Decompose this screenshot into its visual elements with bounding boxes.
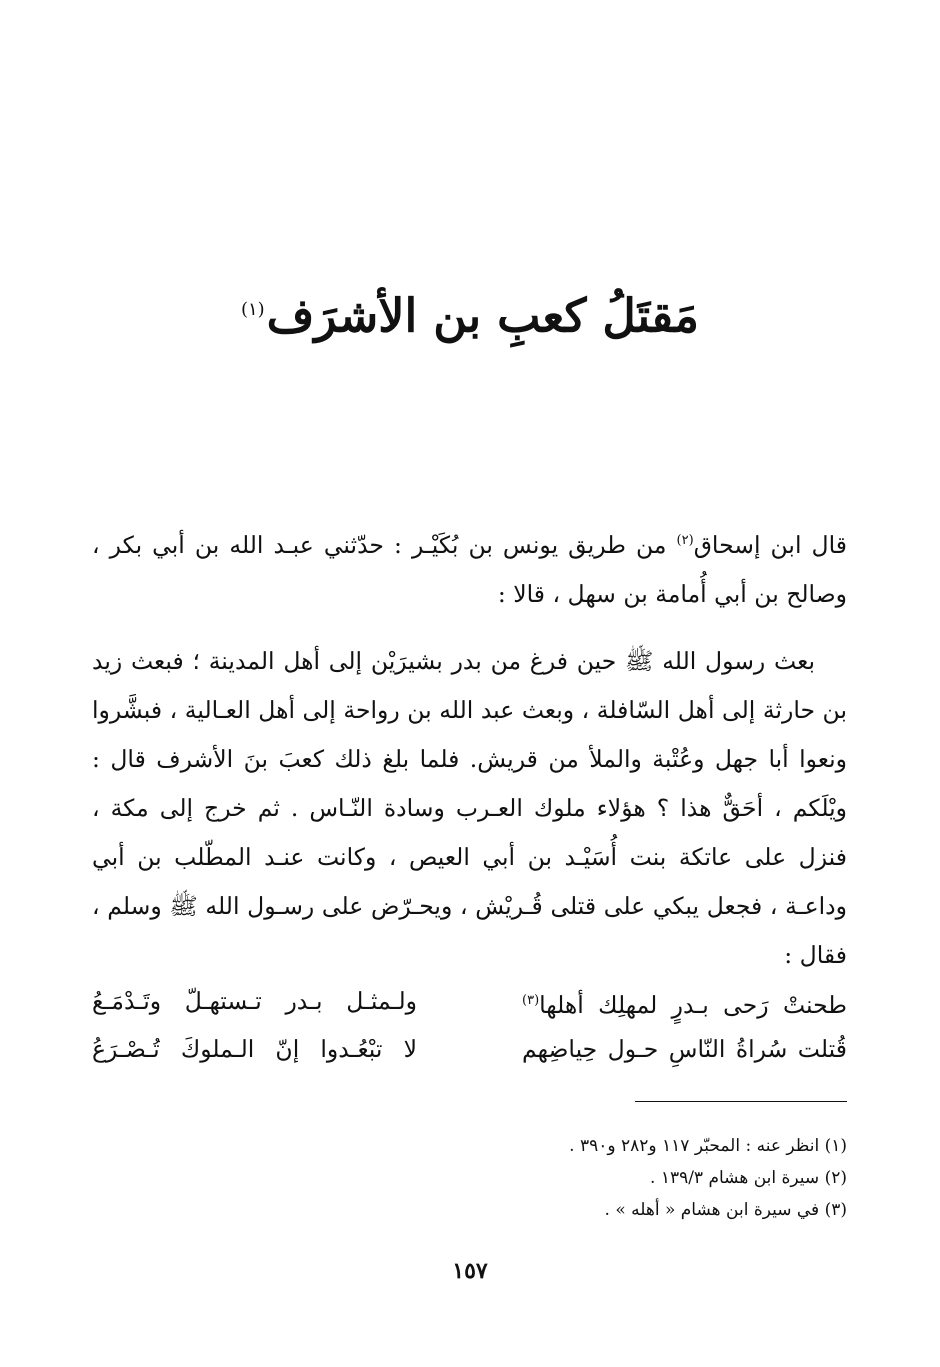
story-paragraph: بعث رسول الله ﷺ حين فرغ من بدر بشيرَيْن إلى أهل المدينة ؛ فبعث زيد بن حارثة إلى أهل السّافلة ، وبعث عبد الله بن رواحة إلى أهل العـالية ، فبشَّروا ونعوا أبا جهل وعُتْبة والملأ من قريش. فلما بلغ ذلك كعبَ بنَ الأشرف قال : ويْلَكم ، أحَقٌّ هذا ؟ هؤلاء ملوك العـرب وسادة النّـاس . ثم خرج إلى مكة ، فنزل على عاتكة بنت أُسَيْـد بن أبي العيص ، وكانت عنـد المطّلب بن أبي وداعـة ، فجعل يبكي على قتلى قُـريْش ، ويحـرّض على رسـول الله ﷺ وسلم ، فقال : <box>92 647 847 969</box>
poem-first-hemistich-text: طحنتْ رَحى بـدرٍ لمهلِك أهلها <box>539 990 847 1019</box>
intro-footnote-ref: (٢) <box>676 533 694 548</box>
poem-verse <box>92 1026 847 1072</box>
chapter-title <box>0 270 940 355</box>
poem-second-hemistich: لا تبْعُـدوا إنّ الـملوكَ تُـصْـرَعُ <box>92 1035 417 1063</box>
footnote-separator <box>635 1101 847 1102</box>
poem-first-hemistich <box>522 978 847 1028</box>
footnote-1: (١) انظر عنه : المحبّر ١١٧ و٢٨٢ و٣٩٠ . <box>569 1136 847 1156</box>
title-footnote-ref: (١) <box>240 299 265 320</box>
poem-verse <box>92 978 847 1024</box>
poem-second-hemistich: ولـمثـل بـدر تـستهـلّ وتَـدْمَـعُ <box>92 987 417 1015</box>
intro-paragraph <box>92 516 847 619</box>
chapter-title-text: مَقتَلُ كعبِ بن الأشرَف <box>266 288 700 343</box>
intro-text-rest: من طريق يونس بن بُكَيْـر : حدّثني عبـد الله بن أبي بكر ، وصالح بن أبي أُمامة بن سهل ، قالا : <box>92 530 847 608</box>
footnote-2: (٢) سيرة ابن هشام ١٣٩/٣ . <box>650 1168 847 1188</box>
intro-text-start: قال ابن إسحاق <box>693 530 847 559</box>
poem-footnote-ref: (٣) <box>522 993 540 1008</box>
poem-first-hemistich: قُتلت سُراةُ النّاسِ حـول حِياضِهم <box>522 1035 847 1063</box>
footnote-3: (٣) في سيرة ابن هشام « أهله » . <box>604 1200 847 1220</box>
page-number: ١٥٧ <box>452 1258 488 1284</box>
footnotes <box>92 1130 847 1226</box>
